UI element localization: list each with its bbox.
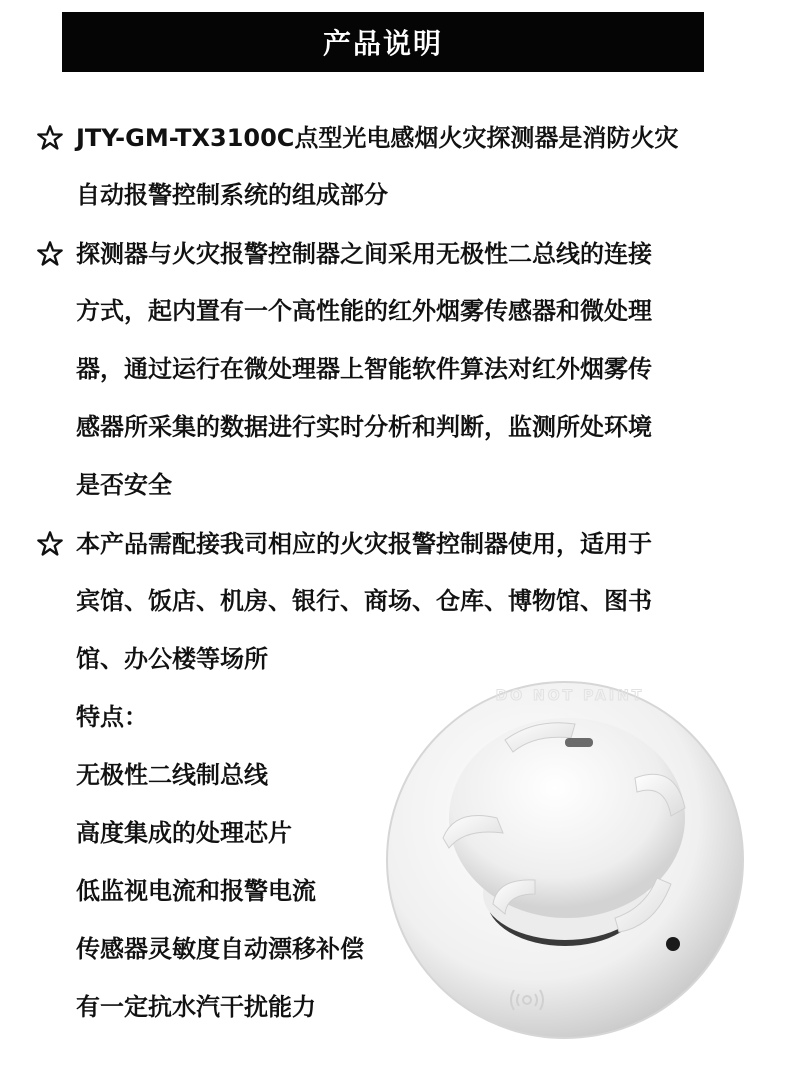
item-1-line-2: 自动报警控制系统的组成部分 [76,181,388,209]
item-2-line-3: 器，通过运行在微处理器上智能软件算法对红外烟雾传 [76,355,652,383]
feature-item: 有一定抗水汽干扰能力 [76,993,316,1021]
item-3-line-2: 宾馆、饭店、机房、银行、商场、仓库、博物馆、图书 [76,587,652,615]
item-3-line-1: 本产品需配接我司相应的火灾报警控制器使用，适用于 [76,530,652,558]
item-2-line-2: 方式，起内置有一个高性能的红外烟雾传感器和微处理 [76,297,652,325]
embossed-text: DO NOT PAINT [495,688,645,704]
star-outline-icon [36,240,64,268]
item-1-line-1: JTY-GM-TX3100C点型光电感烟火灾探测器是消防火灾 [76,124,679,152]
feature-item: 高度集成的处理芯片 [76,819,292,847]
item-2-line-4: 感器所采集的数据进行实时分析和判断，监测所处环境 [76,413,652,441]
feature-item: 无极性二线制总线 [76,761,268,789]
section-title: 产品说明 [322,27,443,60]
star-outline-icon [36,124,64,152]
item-2-line-1: 探测器与火灾报警控制器之间采用无极性二总线的连接 [76,240,652,268]
item-2-line-5: 是否安全 [76,471,172,499]
section-banner [62,12,704,72]
star-outline-icon [36,530,64,558]
features-heading: 特点： [76,703,148,731]
feature-item: 低监视电流和报警电流 [76,877,316,905]
item-3-line-3: 馆、办公楼等场所 [76,645,268,673]
smoke-detector-image [385,668,745,1048]
feature-item: 传感器灵敏度自动漂移补偿 [76,935,364,963]
